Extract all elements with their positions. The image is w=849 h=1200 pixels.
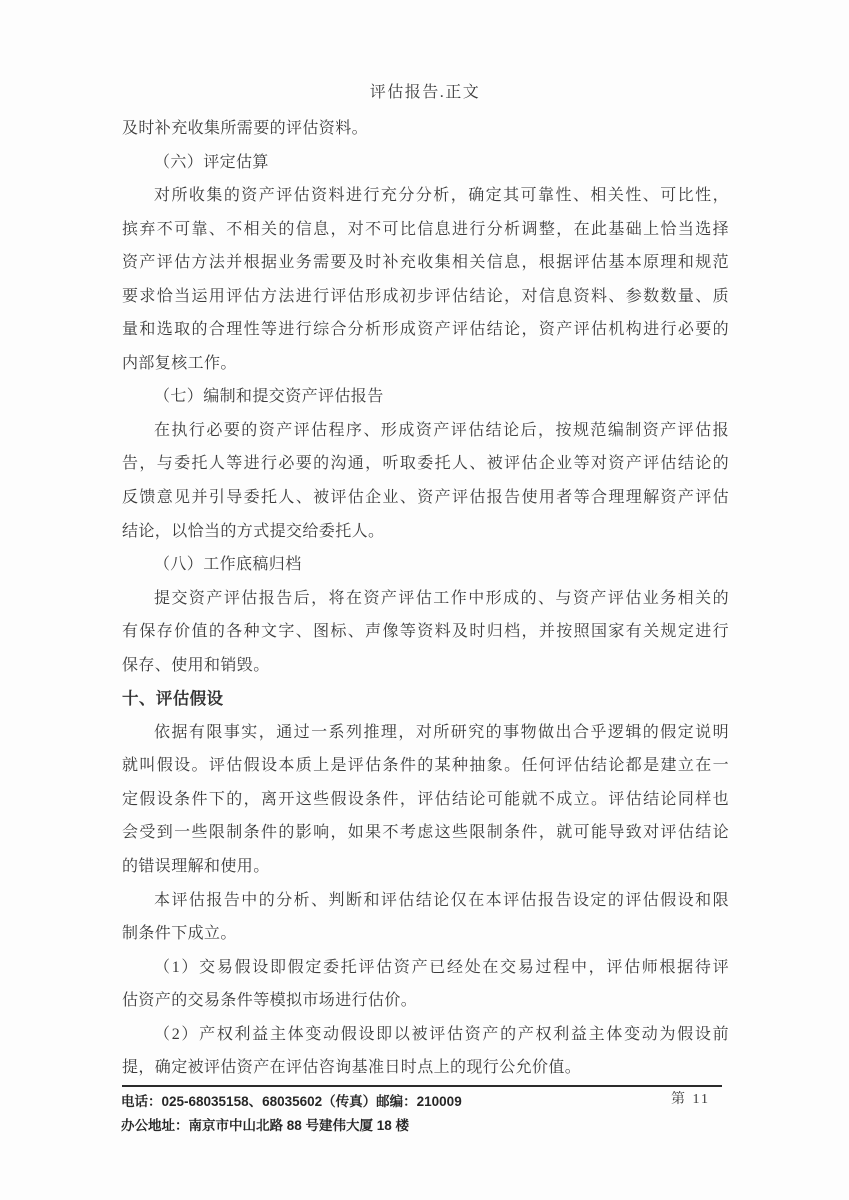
text-line: 就叫假设。评估假设本质上是评估条件的某种抽象。任何评估结论都是建立在一 — [122, 757, 729, 775]
page-number: 第 11 — [671, 1092, 710, 1107]
text-line: （1）交易假设即假定委托评估资产已经处在交易过程中，评估师根据待评 — [154, 958, 729, 976]
footer-phone: 电话：025-68035158、68035602（传真）邮编：210009 — [121, 1094, 462, 1109]
page-title: 评估报告.正文 — [369, 84, 481, 101]
footer-divider — [122, 1085, 722, 1087]
footer-address: 办公地址：南京市中山北路 88 号建伟大厦 18 楼 — [121, 1118, 410, 1133]
text-line: 告，与委托人等进行必要的沟通，听取委托人、被评估企业等对资产评估结论的 — [122, 455, 729, 473]
text-line: 对所收集的资产评估资料进行充分分析，确定其可靠性、相关性、可比性， — [154, 187, 729, 205]
text-line: 提交资产评估报告后，将在资产评估工作中形成的、与资产评估业务相关的 — [154, 589, 729, 607]
section-heading: （七）编制和提交资产评估报告 — [154, 388, 384, 406]
section-heading: （八）工作底稿归档 — [154, 556, 302, 574]
text-line: 有保存价值的各种文字、图标、声像等资料及时归档，并按照国家有关规定进行 — [122, 623, 729, 641]
text-line: 内部复核工作。 — [122, 354, 237, 372]
document-body — [122, 112, 729, 1085]
text-line: 反馈意见并引导委托人、被评估企业、资产评估报告使用者等合理理解资产评估 — [122, 489, 729, 507]
text-line: 资产评估方法并根据业务需要及时补充收集相关信息，根据评估基本原理和规范 — [122, 254, 729, 272]
text-line: 要求恰当运用评估方法进行评估形成初步评估结论，对信息资料、参数数量、质 — [122, 287, 729, 305]
text-line: 制条件下成立。 — [122, 925, 237, 943]
text-line: 依据有限事实，通过一系列推理，对所研究的事物做出合乎逻辑的假定说明 — [154, 723, 729, 741]
text-line: 的错误理解和使用。 — [122, 858, 270, 876]
text-line: （2）产权利益主体变动假设即以被评估资产的产权利益主体变动为假设前 — [154, 1025, 729, 1043]
text-line: 在执行必要的资产评估程序、形成资产评估结论后，按规范编制资产评估报 — [154, 421, 729, 439]
chapter-heading: 十、评估假设 — [122, 689, 224, 709]
text-line: 摈弃不可靠、不相关的信息，对不可比信息进行分析调整，在此基础上恰当选择 — [122, 220, 729, 238]
section-heading: （六）评定估算 — [154, 153, 269, 171]
text-line: 结论，以恰当的方式提交给委托人。 — [122, 522, 385, 540]
text-line: 提，确定被评估资产在评估咨询基准日时点上的现行公允价值。 — [122, 1059, 582, 1077]
text-line: 及时补充收集所需要的评估资料。 — [122, 120, 369, 137]
text-line: 定假设条件下的，离开这些假设条件，评估结论可能就不成立。评估结论同样也 — [122, 790, 729, 808]
text-line: 保存、使用和销毁。 — [122, 656, 270, 674]
text-line: 估资产的交易条件等模拟市场进行估价。 — [122, 992, 418, 1010]
text-line: 本评估报告中的分析、判断和评估结论仅在本评估报告设定的评估假设和限 — [154, 891, 729, 909]
text-line: 量和选取的合理性等进行综合分析形成资产评估结论，资产评估机构进行必要的 — [122, 321, 729, 339]
text-line: 会受到一些限制条件的影响，如果不考虑这些限制条件，就可能导致对评估结论 — [122, 824, 729, 842]
footer-contact — [121, 1090, 462, 1138]
